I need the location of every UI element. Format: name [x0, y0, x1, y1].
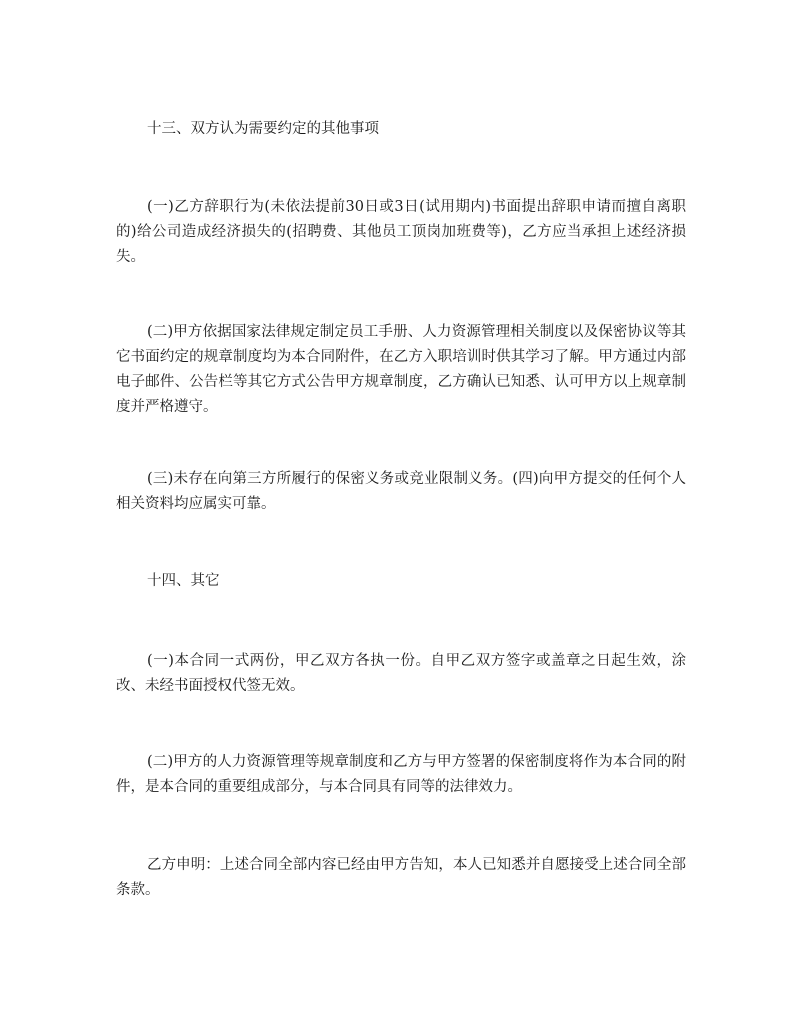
- declaration-paragraph: 乙方申明：上述合同全部内容已经由甲方告知，本人已知悉并自愿接受上述合同全部条款。: [116, 857, 686, 898]
- clause-paragraph: (二)甲方的人力资源管理等规章制度和乙方与甲方签署的保密制度将作为本合同的附件，是本合同的重要组成部分，与本合同具有同等的法律效力。: [116, 754, 686, 795]
- clause-paragraph: (三)未存在向第三方所履行的保密义务或竞业限制义务。(四)向甲方提交的任何个人相关资料均应属实可靠。: [116, 471, 686, 512]
- clause-paragraph: (一)本合同一式两份，甲乙双方各执一份。自甲乙双方签字或盖章之日起生效，涂改、未经书面授权代签无效。: [116, 653, 686, 694]
- clause-paragraph: (二)甲方依据国家法律规定制定员工手册、人力资源管理相关制度以及保密协议等其它书面约定的规章制度均为本合同附件，在乙方入职培训时供其学习了解。甲方通过内部电子邮件、公告栏等其它方式公告甲方规章制度，乙方确认已知悉、认可甲方以上规章制度并严格遵守。: [116, 324, 686, 415]
- section-heading-13: 十三、双方认为需要约定的其他事项: [147, 121, 379, 137]
- clause-paragraph: (一)乙方辞职行为(未依法提前30日或3日(试用期内)书面提出辞职申请而擅自离职的)给公司造成经济损失的(招聘费、其他员工顶岗加班费等)，乙方应当承担上述经济损失。: [116, 199, 686, 265]
- section-heading-14: 十四、其它: [147, 573, 220, 589]
